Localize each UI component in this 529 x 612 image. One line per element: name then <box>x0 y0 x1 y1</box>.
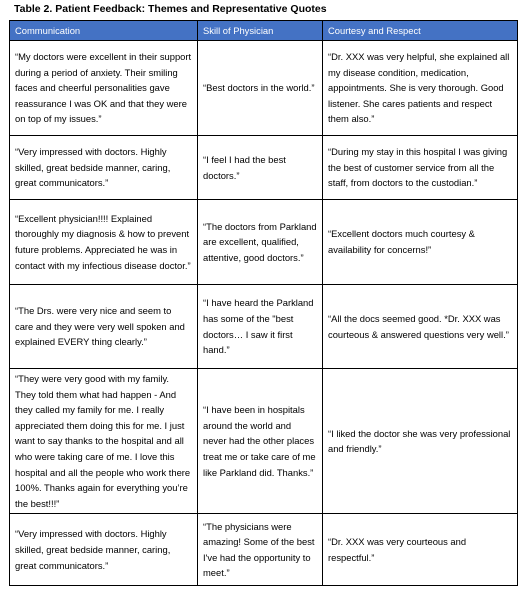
table-cell: “Dr. XXX was very courteous and respectful.” <box>323 514 518 586</box>
table-row <box>10 514 518 586</box>
table-row <box>10 369 518 514</box>
table-cell: “All the docs seemed good. *Dr. XXX was courteous & answered questions very well.” <box>323 285 518 369</box>
table-cell: “During my stay in this hospital I was giving the best of customer service from all the staff, from doctors to the custodian.” <box>323 136 518 200</box>
table-cell: “The physicians were amazing! Some of the best I've had the opportunity to meet.” <box>198 514 323 586</box>
table-cell: “I have been in hospitals around the world and never had the other places treat me or take care of me like Parkland did. Thanks.” <box>198 369 323 514</box>
table-cell: “The Drs. were very nice and seem to care and they were very well spoken and explained EVERY thing clearly.” <box>10 285 198 369</box>
table-cell: “Very impressed with doctors. Highly skilled, great bedside manner, caring, great communicators.” <box>10 514 198 586</box>
table-row <box>10 41 518 136</box>
table-cell: “Excellent physician!!!! Explained thoroughly my diagnosis & how to prevent future problems. Appreciated he was in contact with my infectious disease doctor.” <box>10 200 198 285</box>
table-cell: “I have heard the Parkland has some of the "best doctors… I saw it first hand.” <box>198 285 323 369</box>
table-row <box>10 200 518 285</box>
feedback-table <box>9 20 518 586</box>
column-header-courtesy: Courtesy and Respect <box>323 21 518 41</box>
table-cell: “The doctors from Parkland are excellent, qualified, attentive, good doctors.” <box>198 200 323 285</box>
table-cell: “I liked the doctor she was very professional and friendly.” <box>323 369 518 514</box>
table-cell: “Excellent doctors much courtesy & availability for concerns!” <box>323 200 518 285</box>
table-cell: “Dr. XXX was very helpful, she explained all my disease condition, medication, appointments. She is very thorough. Good listener. She cares patients and respect them also.” <box>323 41 518 136</box>
table-row <box>10 136 518 200</box>
table-row <box>10 285 518 369</box>
table-header-row <box>10 21 518 41</box>
table-cell: “They were very good with my family. They told them what had happen - And they called my family for me. I really appreciated them doing this for me. I just want to say thanks to the hospital and all who were taking care of me. I love this hospital and all the people who work there 100%. Thanks again for everything you’re the best!!!” <box>10 369 198 514</box>
table-cell: “Very impressed with doctors. Highly skilled, great bedside manner, caring, great communicators.” <box>10 136 198 200</box>
table-cell: “I feel I had the best doctors.” <box>198 136 323 200</box>
table-cell: “Best doctors in the world.” <box>198 41 323 136</box>
column-header-communication: Communication <box>10 21 198 41</box>
table-cell: “My doctors were excellent in their support during a period of anxiety. Their smiling faces and cheerful personalities gave reassurance I was OK and that they were on top of my issues.” <box>10 41 198 136</box>
table-caption: Table 2. Patient Feedback: Themes and Representative Quotes <box>14 3 327 15</box>
column-header-skill: Skill of Physician <box>198 21 323 41</box>
